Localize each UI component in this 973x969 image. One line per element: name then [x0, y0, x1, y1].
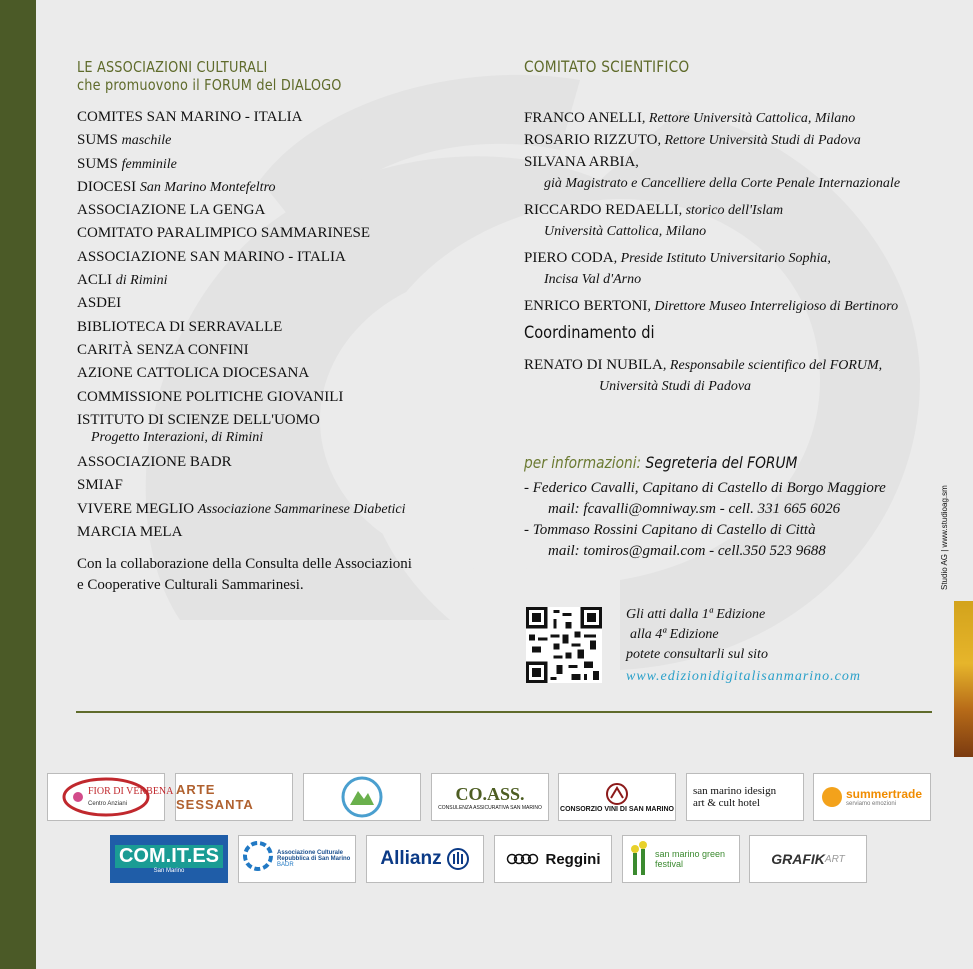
logo-5-text: CONSORZIO VINI DI SAN MARINO [560, 805, 674, 813]
logo-comites [110, 835, 228, 883]
committee-member [524, 130, 934, 151]
member-role: , Rettore Università Cattolica, Milano [641, 111, 856, 126]
heading-line-1: LE ASSOCIAZIONI CULTURALI [77, 58, 268, 76]
info-heading [524, 453, 920, 472]
association-item [77, 474, 497, 497]
coordinator-name: RENATO DI NUBILA [524, 357, 663, 373]
coordinator-sub: Università Studi di Padova [599, 379, 752, 394]
association-note: maschile [121, 133, 172, 149]
logo-grafik-art [749, 835, 867, 883]
association-item [77, 386, 497, 409]
committee-member [524, 108, 934, 129]
coordinamento-heading: Coordinamento di [524, 323, 655, 343]
logo-8-sub: San Marino [153, 867, 185, 874]
logo-1-text: FIOR DI VERBENA [88, 786, 174, 797]
contacts [524, 478, 934, 562]
member-role: , Direttore Museo Interreligioso di Bertinoro [647, 299, 899, 314]
logo-green-festival [622, 835, 740, 883]
association-name: AZIONE CATTOLICA DIOCESANA [77, 365, 310, 382]
logo-8-text: COM.IT.ES [115, 845, 223, 868]
member-row [524, 108, 934, 129]
logo-badr [238, 835, 356, 883]
logo-9-text: Associazione Culturale Repubblica di San Marino [277, 850, 351, 862]
allianz-eagle-icon [446, 847, 470, 871]
member-row [524, 152, 934, 173]
logo-allianz [366, 835, 484, 883]
member-name: ROSARIO RIZZUTO [524, 132, 658, 148]
association-item [77, 339, 497, 362]
association-item [77, 451, 497, 474]
association-name: BIBLIOTECA DI SERRAVALLE [77, 318, 283, 335]
logo-terra-san-marino [303, 773, 421, 821]
association-name: SMIAF [77, 477, 123, 494]
association-note: San Marino Montefeltro [139, 179, 276, 195]
association-name: ACLI [77, 272, 112, 289]
left-column [77, 58, 497, 596]
association-note: di Rimini [115, 273, 168, 289]
association-name: COMITATO PARALIMPICO SAMMARINESE [77, 225, 371, 242]
committee-member [524, 200, 934, 242]
logo-7-sub: serviamo emozioni [845, 801, 897, 807]
atti-line-1: Gli atti dalla 1ª Edizione [626, 607, 766, 622]
association-name: SUMS [77, 155, 118, 172]
logo-arte-sessanta [175, 773, 293, 821]
summertrade-text-group [846, 787, 922, 807]
website-link[interactable]: www.edizionidigitalisanmarino.com [626, 669, 861, 684]
heading-line-2: che promuovono il FORUM del DIALOGO [77, 76, 342, 94]
left-green-bar [0, 0, 36, 969]
association-name: ASSOCIAZIONE SAN MARINO - ITALIA [77, 248, 346, 265]
member-name: ENRICO BERTONI [524, 298, 648, 314]
green-festival-icon [629, 839, 651, 879]
association-item [77, 153, 497, 176]
member-row [524, 248, 934, 269]
logo-idesign [686, 773, 804, 821]
member-sub: Incisa Val d'Arno [544, 272, 642, 287]
logo-4-text: CO.ASS. [455, 783, 525, 804]
association-item [77, 129, 497, 152]
member-sub: Università Cattolica, Milano [544, 224, 707, 239]
flower-oval-logo-icon [62, 777, 174, 817]
logo-13-text: GRAFIK [771, 851, 825, 867]
badr-icon [243, 841, 273, 877]
association-item [77, 199, 497, 222]
logo-6-text: san marino idesign [693, 785, 777, 797]
member-role: , Rettore Università Studi di Padova [657, 133, 861, 148]
member-role: , storico dell'Islam [678, 203, 784, 218]
association-item [77, 106, 497, 129]
associations-list [77, 106, 497, 432]
coordinator-role: , Responsabile scientifico del FORUM, [662, 358, 883, 373]
association-item [77, 292, 497, 315]
logo-10-text: Allianz [380, 848, 442, 869]
contact-1-email[interactable]: mail: fcavalli@omniway.sm - cell. 331 665 6026 [548, 501, 841, 517]
contact-2-email[interactable]: mail: tomiros@gmail.com - cell.350 523 9688 [548, 543, 826, 559]
association-item [77, 362, 497, 385]
logo-11-text: Reggini [545, 850, 601, 868]
terra-san-marino-icon [332, 775, 392, 819]
qr-code-icon[interactable] [526, 607, 602, 683]
info-text: Segreteria del FORUM [641, 453, 798, 472]
member-name: SILVANA ARBIA [524, 154, 636, 170]
association-name: ASSOCIAZIONE BADR [77, 454, 232, 471]
audi-rings-icon [506, 853, 540, 865]
logo-consorzio-vini [558, 773, 676, 821]
logo-summertrade [813, 773, 931, 821]
photo-strip [954, 601, 973, 757]
association-item [77, 222, 497, 245]
collaboration-note [77, 554, 497, 596]
atti-note [626, 605, 861, 687]
association-name: ASSOCIAZIONE LA GENGA [77, 202, 266, 219]
istituto-subtitle: Progetto Interazioni, di Rimini [91, 430, 264, 446]
association-name: VIVERE MEGLIO [77, 500, 195, 517]
logo-fior-di-verbena [47, 773, 174, 821]
association-item [77, 316, 497, 339]
member-role: , Preside Istituto Universitario Sophia, [613, 251, 831, 266]
logo-6-sub: art & cult hotel [693, 797, 760, 809]
association-note: Associazione Sammarinese Diabetici [197, 501, 406, 517]
association-item [77, 498, 497, 521]
atti-line-2: alla 4ª Edizione [630, 627, 719, 642]
logo-7-text: summertrade [845, 787, 923, 801]
atti-line-3: potete consultarli sul sito [626, 647, 768, 662]
associations-heading [77, 58, 490, 94]
association-name: COMITES SAN MARINO - ITALIA [77, 109, 303, 125]
association-name: ISTITUTO DI SCIENZE DELL'UOMO [77, 411, 320, 428]
association-item [77, 176, 497, 199]
member-row [524, 200, 934, 221]
member-row [524, 296, 934, 317]
info-label: per informazioni: [524, 453, 642, 472]
associations-list-2 [77, 451, 497, 544]
member-row [524, 130, 934, 151]
divider-line [76, 711, 932, 713]
collab-line-1: Con la collaborazione della Consulta delle Associazioni [77, 556, 412, 573]
right-column [524, 58, 934, 562]
association-item [77, 269, 497, 292]
association-name: SUMS [77, 132, 118, 149]
member-name: RICCARDO REDAELLI [524, 202, 679, 218]
summertrade-icon [822, 787, 842, 807]
association-name: CARITÀ SENZA CONFINI [77, 341, 249, 358]
member-name: PIERO CODA [524, 250, 614, 266]
logo-13-sub: ART [824, 853, 845, 865]
comitato-heading: COMITATO SCIENTIFICO [524, 57, 690, 76]
association-item [77, 521, 497, 544]
association-item [77, 246, 497, 269]
badr-text-group [277, 850, 351, 868]
association-name: COMMISSIONE POLITICHE GIOVANILI [77, 388, 344, 405]
association-note: femminile [121, 156, 177, 172]
logo-9-sub: BADR [277, 862, 294, 868]
members-list [524, 108, 934, 317]
committee-member [524, 296, 934, 317]
member-role: , [635, 155, 639, 170]
association-name: DIOCESI [77, 178, 137, 195]
committee-member [524, 152, 934, 194]
studio-credit: Studio AG | www.studioag.sm [940, 485, 949, 590]
logo-2-text: ARTE SESSANTA [176, 782, 254, 812]
collab-line-2: e Cooperative Culturali Sammarinesi. [77, 577, 304, 594]
logo-12-text: san marino green festival [655, 849, 726, 869]
committee-member [524, 248, 934, 290]
logo-coass [431, 773, 549, 821]
coordinator [524, 355, 934, 376]
logo-audi-reggini [494, 835, 612, 883]
member-sub: già Magistrato e Cancelliere della Corte Penale Internazionale [544, 176, 901, 191]
contact-2-line-1: - Tommaso Rossini Capitano di Castello di Città [524, 522, 816, 538]
logo-4-sub: CONSULENZA ASSICURATIVA SAN MARINO [438, 804, 542, 811]
consorzio-vini-icon [602, 782, 632, 806]
association-name: ASDEI [77, 295, 122, 312]
logo-1-sub: Centro Anziani [88, 801, 128, 807]
association-name: MARCIA MELA [77, 524, 183, 541]
member-name: FRANCO ANELLI [524, 110, 642, 126]
contact-1-line-1: - Federico Cavalli, Capitano di Castello di Borgo Maggiore [524, 480, 886, 496]
